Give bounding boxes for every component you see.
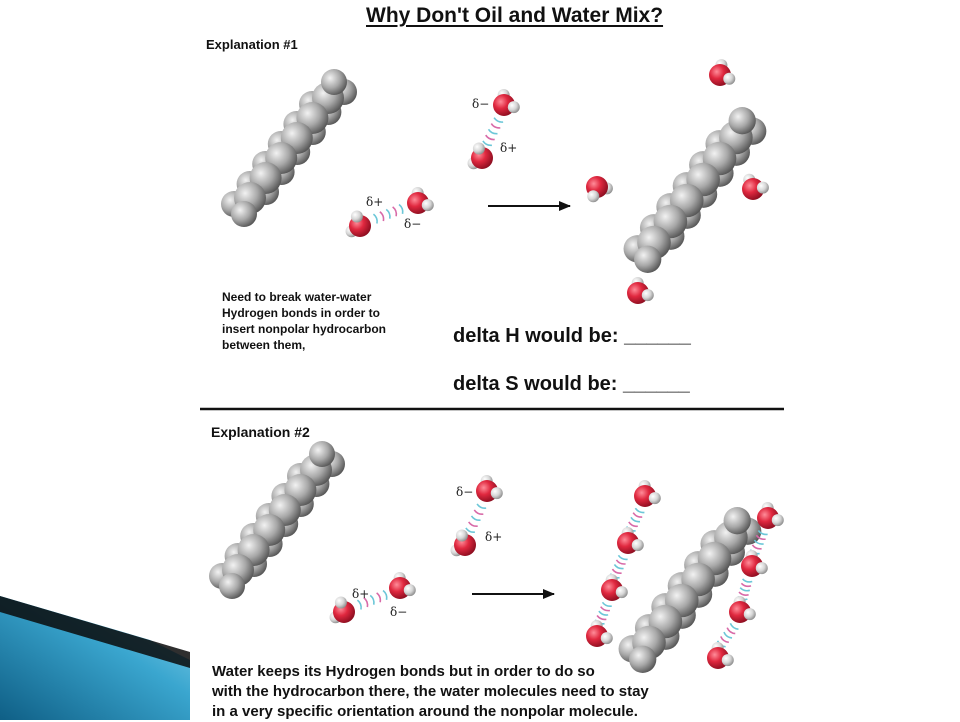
- water-molecule-2-right: [729, 596, 756, 623]
- water-molecule-1g: [742, 174, 769, 200]
- water-molecule-1e: [709, 59, 735, 86]
- explanation-1-line: insert nonpolar hydrocarbon: [222, 322, 387, 336]
- delta-minus-label: δ−: [456, 485, 474, 499]
- water-molecule-2-left: [634, 480, 661, 507]
- delta-h-question: delta H would be: ______: [453, 325, 691, 347]
- hydrogen-bond-2b: [466, 504, 486, 532]
- delta-plus-label: δ+: [352, 587, 370, 601]
- water-molecule-1f: [586, 176, 613, 202]
- delta-plus-label: δ+: [500, 141, 518, 155]
- explanation-1-line: Need to break water-water: [222, 290, 372, 304]
- explanation-1-text: [222, 289, 386, 353]
- water-molecule-2-left: [601, 574, 628, 601]
- water-molecule-1a: [346, 210, 371, 237]
- delta-plus-label: δ+: [485, 530, 503, 544]
- hydrocarbon-molecule-2a: [209, 441, 345, 599]
- caption-line: with the hydrocarbon there, the water molecules need to stay: [212, 683, 649, 700]
- hydrocarbon-molecule-2b: [619, 507, 762, 673]
- water-molecule-1c: [493, 89, 520, 116]
- delta-s-question: delta S would be: ______: [453, 373, 690, 395]
- page-title: Why Don't Oil and Water Mix?: [366, 4, 664, 27]
- explanation-1-line: Hydrogen bonds in order to: [222, 306, 380, 320]
- water-molecule-2-right: [707, 642, 734, 669]
- explanation-1-line: between them,: [222, 338, 306, 352]
- water-molecule-2b: [389, 572, 416, 599]
- explanation-1-heading: Explanation #1: [206, 37, 298, 52]
- water-molecule-2-right: [741, 550, 768, 577]
- hydrocarbon-molecule-1a: [221, 69, 357, 227]
- water-molecule-2-right: [757, 502, 784, 529]
- water-molecule-1d: [468, 142, 493, 169]
- delta-plus-label: δ+: [366, 195, 384, 209]
- delta-minus-label: δ−: [472, 97, 490, 111]
- water-molecule-2-left: [617, 527, 644, 554]
- caption-line: in a very specific orientation around the nonpolar molecule.: [212, 703, 638, 720]
- corner-decoration: [0, 596, 190, 720]
- water-molecule-2d: [451, 529, 476, 556]
- water-molecule-1b: [407, 187, 434, 214]
- water-molecule-1h: [627, 277, 654, 304]
- delta-minus-label: δ−: [404, 217, 422, 231]
- caption-line: Water keeps its Hydrogen bonds but in order to do so: [212, 663, 595, 680]
- explanation-2-heading: Explanation #2: [211, 424, 310, 440]
- water-molecule-2c: [476, 475, 503, 502]
- explanation-2-caption: [212, 662, 649, 722]
- water-molecule-2-left: [586, 620, 613, 647]
- delta-minus-label: δ−: [390, 605, 408, 619]
